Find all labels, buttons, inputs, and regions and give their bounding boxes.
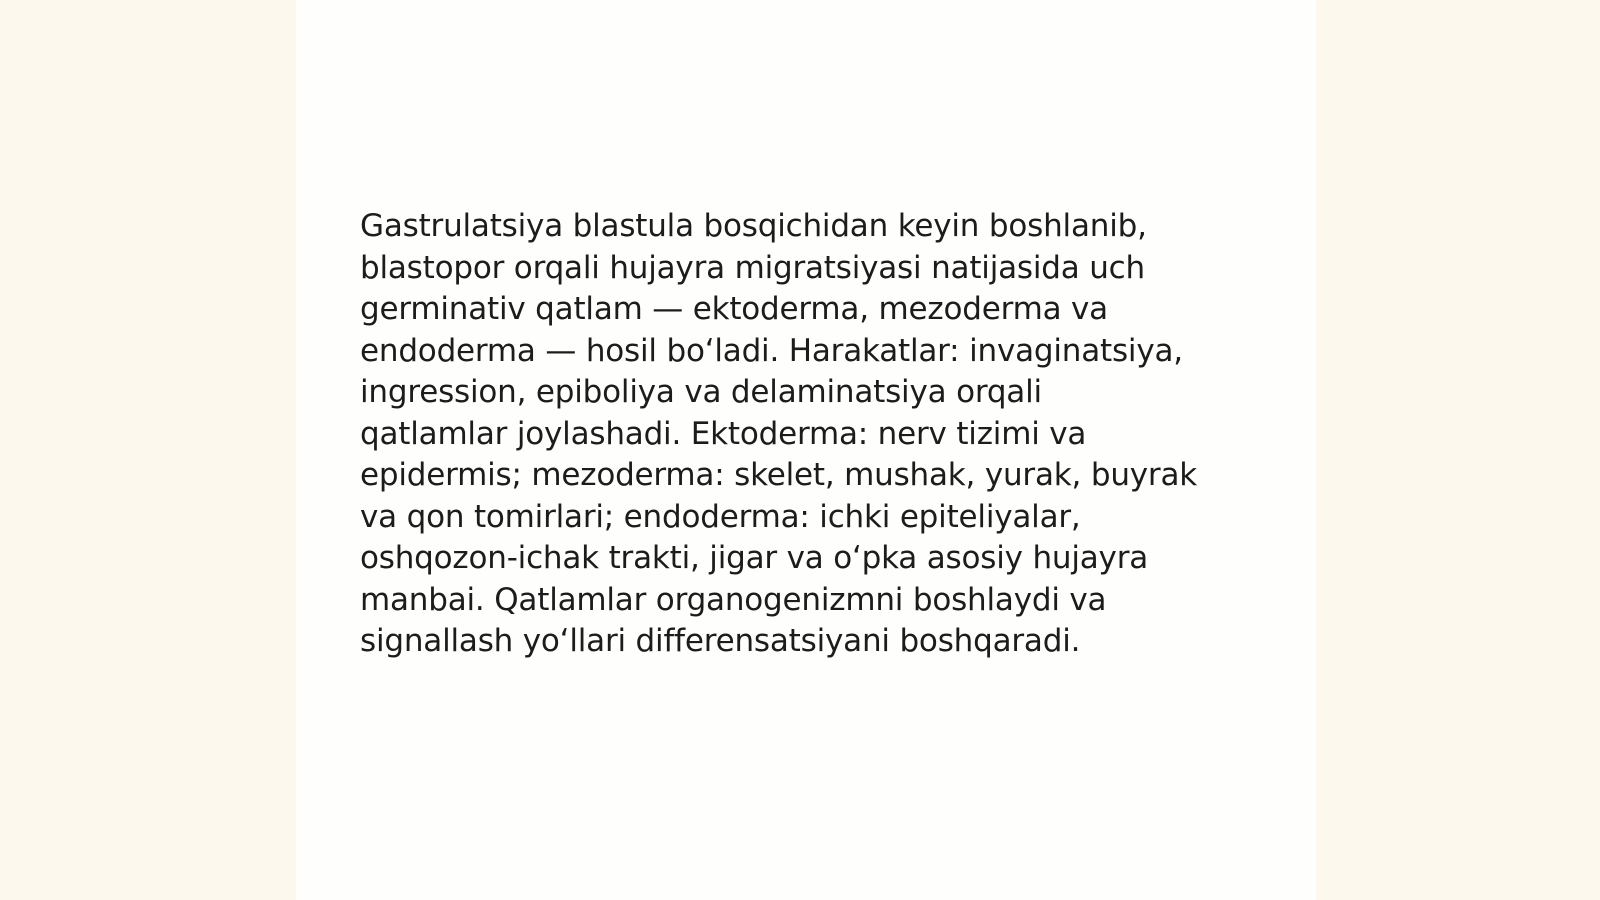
- document-page: [296, 0, 1316, 900]
- body-paragraph: Gastrulatsiya blastula bosqichidan keyin boshlanib, blastopor orqali hujayra migratsiyasi natijasida uch germinativ qatlam — ektoderma, mezoderma va endoderma — hosil bo‘ladi. Harakatlar: invaginatsiya, ingression, epiboliya va delaminatsiya orqali qatlamlar joylashadi. Ektoderma: nerv tizimi va epidermis; mezoderma: skelet, mushak, yurak, buyrak va qon tomirlari; endoderma: ichki epiteliyalar, oshqozon-ichak trakti, jigar va o‘pka asosiy hujayra manbai. Qatlamlar organogenizmni boshlaydi va signallash yo‘llari differensatsiyani boshqaradi.: [360, 208, 1198, 659]
